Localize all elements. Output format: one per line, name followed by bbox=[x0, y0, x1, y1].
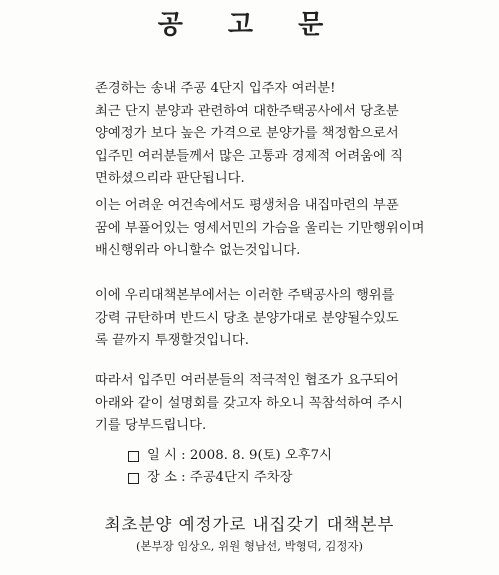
paragraph-request bbox=[95, 370, 455, 438]
paragraph-betrayal bbox=[95, 195, 455, 263]
notice-title: 공 고 문 bbox=[157, 10, 342, 40]
paragraph-line: 면하셨으리라 판단됩니다. bbox=[95, 171, 245, 186]
schedule-place bbox=[128, 467, 292, 489]
paragraph-line: 이에 우리대책본부에서는 이러한 주택공사의 행위를 bbox=[95, 288, 395, 303]
schedule-date bbox=[128, 445, 332, 467]
paragraph-struggle bbox=[95, 285, 455, 353]
paragraph-line: 입주민 여러분들께서 많은 고통과 경제적 어려움에 직 bbox=[95, 148, 403, 164]
paragraph-line: 꿈에 부풀어있는 영세서민의 가슴을 울리는 기만행위이며 bbox=[95, 220, 425, 236]
schedule-date-text: 일 시 : 2008. 8. 9(토) 오후7시 bbox=[147, 448, 332, 463]
paragraph-line: 존경하는 송내 주공 4단지 입주자 여러분! bbox=[95, 81, 336, 96]
paragraph-line: 록 끝까지 투쟁할것입니다. bbox=[95, 333, 249, 348]
paragraph-line: 따라서 입주민 여러분들의 적극적인 협조가 요구되어 bbox=[95, 373, 399, 388]
paragraph-greeting bbox=[95, 78, 455, 191]
organization-members: (본부장 임상오, 위원 형남선, 박형덕, 김정자) bbox=[135, 539, 364, 553]
paragraph-line: 아래와 같이 설명회를 갖고자 하오니 꼭참석하여 주시 bbox=[95, 395, 403, 411]
schedule-place-text: 장 소 : 주공4단지 주차장 bbox=[147, 470, 293, 485]
checkbox-icon bbox=[128, 473, 139, 484]
paragraph-line: 기를 당부드립니다. bbox=[95, 418, 207, 433]
checkbox-icon bbox=[128, 451, 139, 462]
organization-name: 최초분양 예정가로 내집갖기 대책본부 bbox=[104, 515, 395, 534]
paragraph-line: 배신행위라 아니할수 없는것입니다. bbox=[95, 243, 301, 258]
paragraph-line: 강력 규탄하며 반드시 당초 분양가대로 분양될수있도 bbox=[95, 310, 399, 326]
paragraph-line: 최근 단지 분양과 관련하여 대한주택공사에서 당초분 bbox=[95, 103, 399, 119]
paragraph-line: 양예정가 보다 높은 가격으로 분양가를 책정함으로서 bbox=[95, 126, 399, 141]
paragraph-line: 이는 어려운 여건속에서도 평생처음 내집마련의 부푼 bbox=[95, 198, 399, 213]
